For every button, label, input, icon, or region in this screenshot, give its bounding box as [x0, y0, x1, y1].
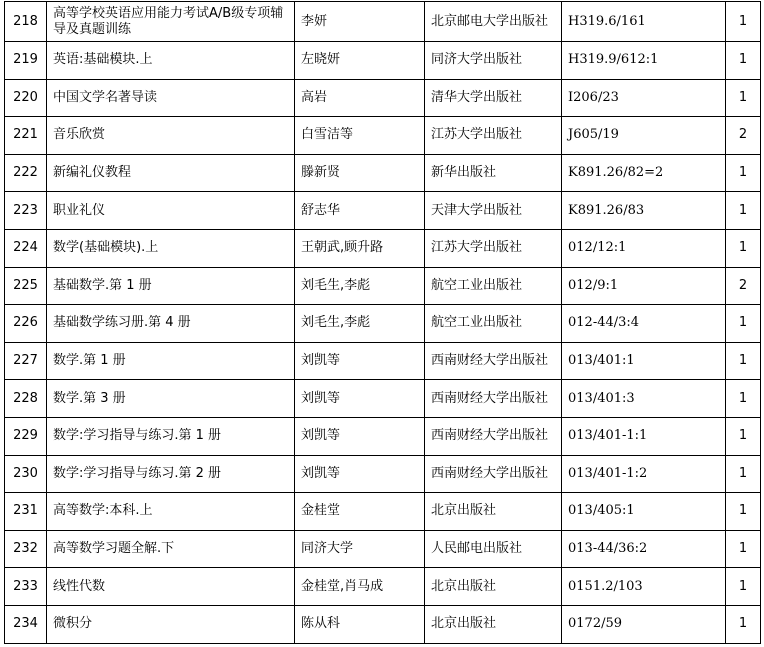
row-number: 223 [5, 192, 47, 230]
copy-count: 1 [726, 305, 761, 343]
copy-count: 1 [726, 493, 761, 531]
table-body [5, 2, 761, 644]
row-number: 221 [5, 117, 47, 155]
table-row [5, 154, 761, 192]
book-author: 陈从科 [295, 605, 425, 643]
table-row [5, 117, 761, 155]
row-number: 229 [5, 417, 47, 455]
book-publisher: 北京出版社 [425, 605, 562, 643]
book-publisher: 西南财经大学出版社 [425, 342, 562, 380]
row-number: 228 [5, 380, 47, 418]
book-author: 刘凯等 [295, 342, 425, 380]
book-title: 基础数学练习册.第 4 册 [47, 305, 295, 343]
call-number: H319.9/612:1 [562, 42, 726, 80]
call-number: 013/401:1 [562, 342, 726, 380]
table-row [5, 342, 761, 380]
book-publisher: 江苏大学出版社 [425, 229, 562, 267]
row-number: 227 [5, 342, 47, 380]
book-author: 金桂堂 [295, 493, 425, 531]
copy-count: 1 [726, 568, 761, 606]
book-publisher: 天津大学出版社 [425, 192, 562, 230]
book-author: 左晓妍 [295, 42, 425, 80]
table-row [5, 380, 761, 418]
book-title: 基础数学.第 1 册 [47, 267, 295, 305]
book-publisher: 清华大学出版社 [425, 79, 562, 117]
book-author: 刘凯等 [295, 380, 425, 418]
book-list-table [4, 1, 761, 644]
book-title: 音乐欣赏 [47, 117, 295, 155]
book-title: 数学:学习指导与练习.第 1 册 [47, 417, 295, 455]
call-number: 013/401-1:2 [562, 455, 726, 493]
book-publisher: 人民邮电出版社 [425, 530, 562, 568]
copy-count: 1 [726, 342, 761, 380]
book-author: 同济大学 [295, 530, 425, 568]
row-number: 233 [5, 568, 47, 606]
table-row [5, 42, 761, 80]
copy-count: 1 [726, 455, 761, 493]
copy-count: 2 [726, 117, 761, 155]
book-author: 高岩 [295, 79, 425, 117]
row-number: 218 [5, 2, 47, 42]
row-number: 225 [5, 267, 47, 305]
book-title: 职业礼仪 [47, 192, 295, 230]
table-row [5, 305, 761, 343]
book-title: 数学.第 1 册 [47, 342, 295, 380]
copy-count: 1 [726, 154, 761, 192]
row-number: 232 [5, 530, 47, 568]
row-number: 224 [5, 229, 47, 267]
row-number: 234 [5, 605, 47, 643]
call-number: 013/401-1:1 [562, 417, 726, 455]
table-row [5, 568, 761, 606]
call-number: 0151.2/103 [562, 568, 726, 606]
row-number: 220 [5, 79, 47, 117]
call-number: 0172/59 [562, 605, 726, 643]
call-number: K891.26/82=2 [562, 154, 726, 192]
copy-count: 1 [726, 605, 761, 643]
table-row [5, 267, 761, 305]
table-row [5, 79, 761, 117]
table-row [5, 530, 761, 568]
book-author: 王朝武,顾升路 [295, 229, 425, 267]
book-title: 高等数学:本科.上 [47, 493, 295, 531]
book-author: 刘凯等 [295, 455, 425, 493]
book-publisher: 同济大学出版社 [425, 42, 562, 80]
call-number: 013/405:1 [562, 493, 726, 531]
book-publisher: 航空工业出版社 [425, 305, 562, 343]
book-publisher: 西南财经大学出版社 [425, 417, 562, 455]
book-author: 舒志华 [295, 192, 425, 230]
call-number: I206/23 [562, 79, 726, 117]
copy-count: 1 [726, 79, 761, 117]
row-number: 231 [5, 493, 47, 531]
call-number: 012/12:1 [562, 229, 726, 267]
book-author: 刘毛生,李彪 [295, 267, 425, 305]
book-author: 刘毛生,李彪 [295, 305, 425, 343]
book-publisher: 西南财经大学出版社 [425, 455, 562, 493]
book-publisher: 航空工业出版社 [425, 267, 562, 305]
copy-count: 1 [726, 42, 761, 80]
book-title: 高等数学习题全解.下 [47, 530, 295, 568]
call-number: J605/19 [562, 117, 726, 155]
call-number: 012-44/3:4 [562, 305, 726, 343]
book-title: 新编礼仪教程 [47, 154, 295, 192]
book-publisher: 新华出版社 [425, 154, 562, 192]
book-title: 中国文学名著导读 [47, 79, 295, 117]
call-number: 012/9:1 [562, 267, 726, 305]
copy-count: 1 [726, 417, 761, 455]
row-number: 222 [5, 154, 47, 192]
copy-count: 1 [726, 2, 761, 42]
book-title: 英语:基础模块.上 [47, 42, 295, 80]
book-author: 滕新贤 [295, 154, 425, 192]
table-row [5, 229, 761, 267]
call-number: 013/401:3 [562, 380, 726, 418]
book-publisher: 北京出版社 [425, 493, 562, 531]
row-number: 219 [5, 42, 47, 80]
table-row [5, 605, 761, 643]
book-publisher: 西南财经大学出版社 [425, 380, 562, 418]
table-row [5, 2, 761, 42]
table-row [5, 493, 761, 531]
copy-count: 2 [726, 267, 761, 305]
copy-count: 1 [726, 229, 761, 267]
table-row [5, 192, 761, 230]
table-row [5, 417, 761, 455]
call-number: 013-44/36:2 [562, 530, 726, 568]
book-publisher: 北京邮电大学出版社 [425, 2, 562, 42]
book-title: 数学.第 3 册 [47, 380, 295, 418]
book-publisher: 江苏大学出版社 [425, 117, 562, 155]
book-publisher: 北京出版社 [425, 568, 562, 606]
copy-count: 1 [726, 380, 761, 418]
book-title: 数学(基础模块).上 [47, 229, 295, 267]
book-title: 线性代数 [47, 568, 295, 606]
row-number: 230 [5, 455, 47, 493]
copy-count: 1 [726, 530, 761, 568]
book-author: 刘凯等 [295, 417, 425, 455]
book-author: 白雪洁等 [295, 117, 425, 155]
book-title: 高等学校英语应用能力考试A/B级专项辅导及真题训练 [47, 2, 295, 42]
book-author: 李妍 [295, 2, 425, 42]
copy-count: 1 [726, 192, 761, 230]
book-author: 金桂堂,肖马成 [295, 568, 425, 606]
table-row [5, 455, 761, 493]
book-title: 数学:学习指导与练习.第 2 册 [47, 455, 295, 493]
book-title: 微积分 [47, 605, 295, 643]
call-number: H319.6/161 [562, 2, 726, 42]
call-number: K891.26/83 [562, 192, 726, 230]
row-number: 226 [5, 305, 47, 343]
